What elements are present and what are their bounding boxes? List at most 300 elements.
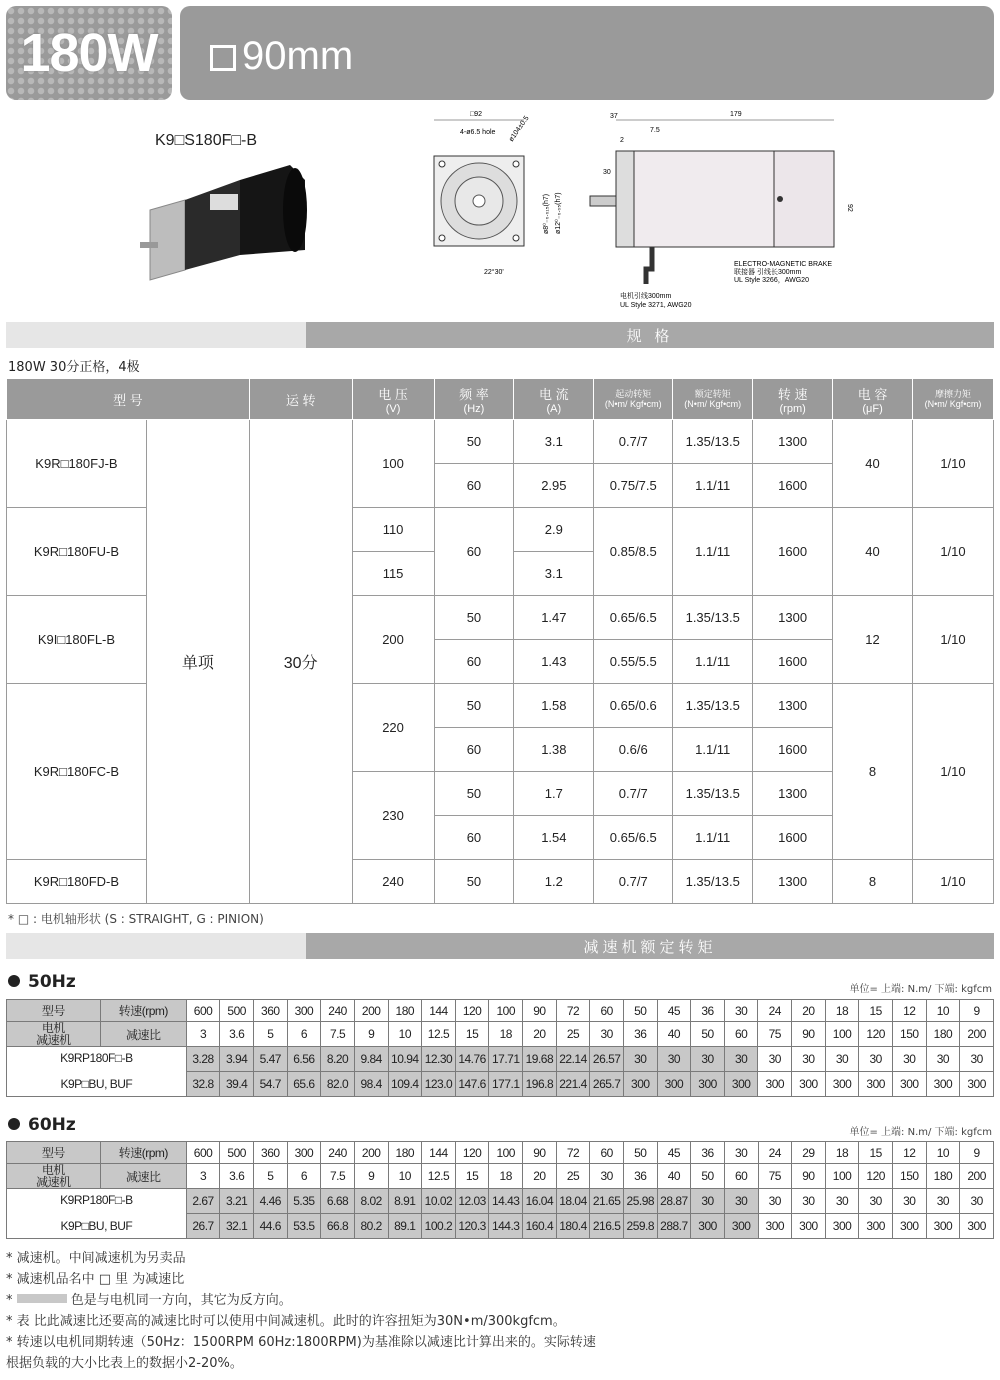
ratio-cell: 180 xyxy=(926,1164,960,1189)
torque-cell: 26.7 xyxy=(186,1214,220,1239)
torque-cell: 30 xyxy=(691,1047,725,1072)
torque-cell: 44.6 xyxy=(254,1214,288,1239)
spec-section-bar xyxy=(6,322,994,348)
cell: 1/10 xyxy=(912,508,993,596)
torque-cell: 32.1 xyxy=(220,1214,254,1239)
ratio-cell: 12.5 xyxy=(422,1164,456,1189)
hdr-type: 型 号 xyxy=(7,379,250,420)
torque-cell: 300 xyxy=(758,1214,792,1239)
note: * 色是与电机同一方向，其它为反方向。 xyxy=(6,1293,292,1308)
ratio-cell: 180 xyxy=(926,1022,960,1047)
cell: 1.7 xyxy=(514,772,594,816)
speed-cell: 240 xyxy=(321,1142,355,1164)
torque-cell: 14.76 xyxy=(455,1047,489,1072)
torque-cell: 6.56 xyxy=(287,1047,321,1072)
torque-cell: 30 xyxy=(657,1047,691,1072)
speed-cell: 36 xyxy=(691,1000,725,1022)
speed-cell: 60 xyxy=(590,1000,624,1022)
ratio-cell: 10 xyxy=(388,1164,422,1189)
torque-cell: 147.6 xyxy=(455,1072,489,1097)
hz50-title: 50Hz xyxy=(8,972,76,992)
cell: 60 xyxy=(434,464,514,508)
cell: 0.55/5.5 xyxy=(594,640,673,684)
ratio-cell: 9 xyxy=(354,1022,388,1047)
speed-cell: 90 xyxy=(523,1000,557,1022)
speed-cell: 360 xyxy=(254,1000,288,1022)
ratio-cell: 120 xyxy=(859,1022,893,1047)
phase-cell: 单项 xyxy=(146,420,249,904)
speed-cell: 50 xyxy=(623,1142,657,1164)
cell: 1.47 xyxy=(514,596,594,640)
speed-cell: 600 xyxy=(186,1000,220,1022)
cell: 1/10 xyxy=(912,860,993,904)
cell: 1.1/11 xyxy=(673,640,753,684)
torque-cell: 30 xyxy=(623,1047,657,1072)
frame-banner xyxy=(180,6,994,100)
ratio-cell: 7.5 xyxy=(321,1022,355,1047)
spec-caption: 180W 30分正格，4极 xyxy=(8,360,140,375)
torque-cell: 80.2 xyxy=(354,1214,388,1239)
speed-cell: 50 xyxy=(623,1000,657,1022)
cell: 1.35/13.5 xyxy=(673,420,753,464)
spec-section-title: 规 格 xyxy=(626,327,674,345)
torque-cell: 26.57 xyxy=(590,1047,624,1072)
torque-cell: 300 xyxy=(724,1214,758,1239)
torque-cell: 300 xyxy=(859,1072,893,1097)
speed-cell: 180 xyxy=(388,1142,422,1164)
cell: 50 xyxy=(434,420,514,464)
torque-cell: 30 xyxy=(893,1189,927,1214)
ratio-row xyxy=(7,1022,994,1047)
torque-cell: 300 xyxy=(960,1072,994,1097)
torque-cell: 300 xyxy=(892,1072,926,1097)
speed-cell: 30 xyxy=(724,1000,758,1022)
hdr-freq: 频 率 (Hz) xyxy=(434,379,514,420)
footnotes xyxy=(6,1248,596,1374)
torque-cell: 30 xyxy=(724,1047,758,1072)
svg-text:22°30': 22°30' xyxy=(484,269,504,276)
ratio-cell: 5 xyxy=(254,1022,288,1047)
torque-cell: 98.4 xyxy=(354,1072,388,1097)
speed-cell: 120 xyxy=(455,1142,489,1164)
cell: 2.9 xyxy=(514,508,594,552)
torque-cell: 30 xyxy=(691,1189,725,1214)
speed-cell: 100 xyxy=(489,1000,523,1022)
torque-cell: 300 xyxy=(691,1072,725,1097)
cell: 0.7/7 xyxy=(594,420,673,464)
torque-cell: 300 xyxy=(825,1072,859,1097)
cell: 1.35/13.5 xyxy=(673,684,753,728)
torque-cell: 30 xyxy=(825,1189,859,1214)
note: * 减速机。中间减速机为另卖品 xyxy=(6,1251,186,1266)
torque-cell: 89.1 xyxy=(388,1214,422,1239)
ratio-cell: 150 xyxy=(892,1022,926,1047)
product-model: K9□S180F□-B xyxy=(155,132,258,149)
cell: 0.7/7 xyxy=(594,772,673,816)
dimension-drawing xyxy=(420,104,880,314)
torque-cell: 30 xyxy=(859,1047,893,1072)
cell: 1300 xyxy=(753,860,833,904)
torque-cell: 288.7 xyxy=(657,1214,691,1239)
torque-cell: 14.43 xyxy=(489,1189,523,1214)
cell: 230 xyxy=(352,772,434,860)
unit-label: 单位= 上端: N.m/ 下端: kgfcm xyxy=(849,1127,992,1138)
torque-cell: 100.2 xyxy=(422,1214,456,1239)
torque-cell: 30 xyxy=(758,1189,792,1214)
cell: 1.35/13.5 xyxy=(673,772,753,816)
ratio-cell: 3 xyxy=(186,1164,220,1189)
speed-cell: 15 xyxy=(859,1142,893,1164)
hdr-motor-gear: 电机 减速机 xyxy=(7,1164,101,1189)
ratio-cell: 36 xyxy=(623,1164,657,1189)
cell: 1/10 xyxy=(912,420,993,508)
torque-cell: 300 xyxy=(926,1072,960,1097)
torque-cell: 300 xyxy=(792,1072,826,1097)
speed-cell: 18 xyxy=(825,1000,859,1022)
ratio-cell: 50 xyxy=(691,1022,725,1047)
gear-model: K9RP180F□-B K9P□BU, BUF xyxy=(7,1189,187,1239)
torque-cell: 5.35 xyxy=(287,1189,321,1214)
torque-cell: 3.21 xyxy=(220,1189,254,1214)
torque-cell: 30 xyxy=(758,1047,792,1072)
torque-cell: 300 xyxy=(893,1214,927,1239)
speed-cell: 20 xyxy=(792,1000,826,1022)
hdr-speed: 转速(rpm) xyxy=(100,1000,186,1022)
torque-cell: 66.8 xyxy=(321,1214,355,1239)
cell: 1.35/13.5 xyxy=(673,596,753,640)
cell: 0.75/7.5 xyxy=(594,464,673,508)
cell: 1600 xyxy=(753,816,833,860)
torque-cell: 17.71 xyxy=(489,1047,523,1072)
svg-text:ø8⁰₋₀.₀₁₅(h7): ø8⁰₋₀.₀₁₅(h7) xyxy=(543,193,550,234)
torque-cell: 300 xyxy=(859,1214,893,1239)
hdr-curr: 电 流 (A) xyxy=(514,379,594,420)
ratio-cell: 6 xyxy=(287,1022,321,1047)
svg-text:37: 37 xyxy=(610,113,618,120)
cell: 0.85/8.5 xyxy=(594,508,673,596)
speed-cell: 45 xyxy=(657,1000,691,1022)
hdr-model: 型号 xyxy=(7,1142,101,1164)
cell: 1.35/13.5 xyxy=(673,860,753,904)
cell: 1600 xyxy=(753,728,833,772)
torque-cell: 300 xyxy=(623,1072,657,1097)
hdr-volt: 电 压 (V) xyxy=(352,379,434,420)
bullet-icon xyxy=(8,975,20,987)
ratio-cell: 30 xyxy=(590,1022,624,1047)
speed-cell: 18 xyxy=(825,1142,859,1164)
hdr-rated: 额定转矩 (N•m/ Kgf•cm) xyxy=(673,379,753,420)
ratio-cell: 150 xyxy=(893,1164,927,1189)
run-cell: 30分 xyxy=(249,420,352,904)
cell: 115 xyxy=(352,552,434,596)
cell: 12 xyxy=(833,596,913,684)
cell: 1/10 xyxy=(912,684,993,860)
torque-cell: 9.84 xyxy=(354,1047,388,1072)
cell: 200 xyxy=(352,596,434,684)
torque-cell: 8.20 xyxy=(321,1047,355,1072)
cell: 8 xyxy=(833,684,913,860)
torque-cell: 25.98 xyxy=(623,1189,657,1214)
ratio-cell: 12.5 xyxy=(422,1022,456,1047)
svg-text:179: 179 xyxy=(730,111,742,118)
cell: 60 xyxy=(434,816,514,860)
svg-text:92: 92 xyxy=(846,204,853,212)
torque-cell: 22.14 xyxy=(556,1047,590,1072)
speed-cell: 72 xyxy=(556,1000,590,1022)
svg-text:2: 2 xyxy=(620,137,624,144)
ratio-cell: 100 xyxy=(825,1022,859,1047)
speed-cell: 300 xyxy=(287,1000,321,1022)
torque-cell: 196.8 xyxy=(523,1072,557,1097)
model-cell: K9R□180FD-B xyxy=(7,860,147,904)
cell: 0.6/6 xyxy=(594,728,673,772)
torque-cell: 2.67 xyxy=(186,1189,220,1214)
torque-cell: 10.94 xyxy=(388,1047,422,1072)
torque-cell: 3.28 xyxy=(186,1047,220,1072)
ratio-cell: 200 xyxy=(960,1022,994,1047)
torque-cell: 8.02 xyxy=(354,1189,388,1214)
speed-cell: 24 xyxy=(758,1000,792,1022)
torque-cell: 144.3 xyxy=(489,1214,523,1239)
power-badge xyxy=(6,6,172,100)
torque-cell: 12.30 xyxy=(422,1047,456,1072)
speed-cell: 90 xyxy=(523,1142,557,1164)
torque-cell: 6.68 xyxy=(321,1189,355,1214)
hdr-start: 起动转矩 (N•m/ Kgf•cm) xyxy=(594,379,673,420)
spec-header-row xyxy=(7,379,994,420)
speed-cell: 60 xyxy=(590,1142,624,1164)
spec-table xyxy=(6,378,994,904)
ratio-cell: 15 xyxy=(455,1022,489,1047)
bullet-icon xyxy=(8,1118,20,1130)
torque-cell: 109.4 xyxy=(388,1072,422,1097)
cell: 1.1/11 xyxy=(673,816,753,860)
ratio-cell: 40 xyxy=(657,1022,691,1047)
cell: 50 xyxy=(434,684,514,728)
table-row xyxy=(7,420,994,464)
torque-cell: 300 xyxy=(758,1072,792,1097)
torque-cell: 300 xyxy=(724,1072,758,1097)
svg-text:UL Style 3266，AWG20: UL Style 3266，AWG20 xyxy=(734,277,809,284)
speed-cell: 120 xyxy=(455,1000,489,1022)
cell: 50 xyxy=(434,860,514,904)
cell: 0.65/0.6 xyxy=(594,684,673,728)
unit-label: 单位= 上端: N.m/ 下端: kgfcm xyxy=(849,984,992,995)
svg-text:30: 30 xyxy=(603,169,611,176)
hdr-ratio: 减速比 xyxy=(100,1164,186,1189)
hdr-cap: 电 容 (μF) xyxy=(833,379,913,420)
torque-cell: 82.0 xyxy=(321,1072,355,1097)
ratio-cell: 3.6 xyxy=(220,1164,254,1189)
torque-cell: 32.8 xyxy=(186,1072,220,1097)
cell: 240 xyxy=(352,860,434,904)
note: 根据负载的大小比表上的数据小2-20%。 xyxy=(6,1356,243,1371)
frame-label: 90mm xyxy=(210,34,353,79)
cell: 0.65/6.5 xyxy=(594,816,673,860)
torque-cell: 300 xyxy=(691,1214,725,1239)
torque-row-top xyxy=(7,1047,994,1072)
torque-cell: 4.46 xyxy=(254,1189,288,1214)
torque-cell: 3.94 xyxy=(220,1047,254,1072)
cell: 60 xyxy=(434,728,514,772)
ratio-cell: 90 xyxy=(792,1164,826,1189)
cell: 0.65/6.5 xyxy=(594,596,673,640)
hdr-run: 运 转 xyxy=(249,379,352,420)
torque-cell: 265.7 xyxy=(590,1072,624,1097)
svg-text:ø104±0.5: ø104±0.5 xyxy=(507,114,531,144)
cell: 1.1/11 xyxy=(673,728,753,772)
torque-cell: 65.6 xyxy=(287,1072,321,1097)
gear-section-bar xyxy=(6,933,994,959)
gear-section-title: 减速机额定转矩 xyxy=(583,938,717,956)
cell: 1600 xyxy=(753,508,833,596)
speed-cell: 12 xyxy=(893,1142,927,1164)
speed-cell: 15 xyxy=(859,1000,893,1022)
ratio-cell: 50 xyxy=(691,1164,725,1189)
speed-row xyxy=(7,1000,994,1022)
model-cell: K9R□180FC-B xyxy=(7,684,147,860)
speed-row xyxy=(7,1142,994,1164)
torque-cell: 5.47 xyxy=(254,1047,288,1072)
torque-cell: 123.0 xyxy=(422,1072,456,1097)
ratio-cell: 60 xyxy=(724,1164,758,1189)
gear-table-60hz xyxy=(6,1141,994,1239)
hdr-motor-gear: 电机 减速机 xyxy=(7,1022,101,1047)
cell: 110 xyxy=(352,508,434,552)
torque-cell: 30 xyxy=(792,1189,826,1214)
torque-cell: 30 xyxy=(926,1047,960,1072)
shade-swatch xyxy=(17,1294,67,1303)
speed-cell: 600 xyxy=(186,1142,220,1164)
speed-cell: 10 xyxy=(926,1142,960,1164)
ratio-cell: 25 xyxy=(556,1164,590,1189)
cell: 1300 xyxy=(753,772,833,816)
torque-cell: 53.5 xyxy=(287,1214,321,1239)
speed-cell: 360 xyxy=(254,1142,288,1164)
torque-cell: 300 xyxy=(825,1214,859,1239)
ratio-cell: 200 xyxy=(960,1164,994,1189)
cell: 100 xyxy=(352,420,434,508)
speed-cell: 300 xyxy=(287,1142,321,1164)
svg-text:7.5: 7.5 xyxy=(650,127,660,134)
torque-cell: 8.91 xyxy=(388,1189,422,1214)
torque-cell: 21.65 xyxy=(590,1189,624,1214)
cell: 8 xyxy=(833,860,913,904)
power-label: 180W xyxy=(20,23,158,83)
cell: 1/10 xyxy=(912,596,993,684)
torque-cell: 30 xyxy=(724,1189,758,1214)
speed-cell: 36 xyxy=(691,1142,725,1164)
ratio-cell: 9 xyxy=(354,1164,388,1189)
cell: 1600 xyxy=(753,464,833,508)
cell: 1600 xyxy=(753,640,833,684)
speed-cell: 24 xyxy=(758,1142,792,1164)
hdr-fric: 摩擦力矩 (N•m/ Kgf•cm) xyxy=(912,379,993,420)
ratio-cell: 10 xyxy=(388,1022,422,1047)
speed-cell: 144 xyxy=(422,1142,456,1164)
ratio-cell: 30 xyxy=(590,1164,624,1189)
cell: 1.2 xyxy=(514,860,594,904)
speed-cell: 100 xyxy=(489,1142,523,1164)
cell: 1300 xyxy=(753,420,833,464)
svg-text:电机引线300mm: 电机引线300mm xyxy=(620,293,672,300)
cell: 3.1 xyxy=(514,420,594,464)
hdr-ratio: 减速比 xyxy=(100,1022,186,1047)
cell: 50 xyxy=(434,772,514,816)
speed-cell: 30 xyxy=(724,1142,758,1164)
torque-cell: 19.68 xyxy=(523,1047,557,1072)
ratio-cell: 5 xyxy=(254,1164,288,1189)
ratio-cell: 20 xyxy=(523,1164,557,1189)
ratio-cell: 6 xyxy=(287,1164,321,1189)
torque-cell: 221.4 xyxy=(556,1072,590,1097)
torque-cell: 300 xyxy=(926,1214,960,1239)
ratio-cell: 7.5 xyxy=(321,1164,355,1189)
speed-cell: 10 xyxy=(926,1000,960,1022)
hdr-speed: 转速(rpm) xyxy=(100,1142,186,1164)
torque-cell: 300 xyxy=(792,1214,826,1239)
speed-cell: 500 xyxy=(220,1142,254,1164)
ratio-cell: 3 xyxy=(186,1022,220,1047)
speed-cell: 180 xyxy=(388,1000,422,1022)
svg-text:UL Style 3271, AWG20: UL Style 3271, AWG20 xyxy=(620,302,692,309)
torque-cell: 30 xyxy=(960,1189,994,1214)
ratio-cell: 100 xyxy=(825,1164,859,1189)
torque-cell: 300 xyxy=(960,1214,994,1239)
note: * 减速机品名中 □ 里 为减速比 xyxy=(6,1272,185,1287)
torque-cell: 28.87 xyxy=(657,1189,691,1214)
square-icon xyxy=(210,45,236,71)
note: * 表 比此减速比还要高的减速比时可以使用中间减速机。此时的许容扭矩为30N•m/300kgfcm。 xyxy=(6,1314,566,1329)
ratio-row xyxy=(7,1164,994,1189)
cell: 220 xyxy=(352,684,434,772)
torque-cell: 216.5 xyxy=(590,1214,624,1239)
torque-cell: 180.4 xyxy=(556,1214,590,1239)
gear-table-50hz xyxy=(6,999,994,1097)
ratio-cell: 120 xyxy=(859,1164,893,1189)
model-cell: K9R□180FU-B xyxy=(7,508,147,596)
torque-cell: 30 xyxy=(792,1047,826,1072)
cell: 1.54 xyxy=(514,816,594,860)
speed-cell: 12 xyxy=(892,1000,926,1022)
hdr-model: 型号 xyxy=(7,1000,101,1022)
cell: 2.95 xyxy=(514,464,594,508)
torque-cell: 30 xyxy=(960,1047,994,1072)
torque-cell: 30 xyxy=(926,1189,960,1214)
torque-cell: 54.7 xyxy=(254,1072,288,1097)
torque-cell: 160.4 xyxy=(523,1214,557,1239)
ratio-cell: 25 xyxy=(556,1022,590,1047)
cell: 1300 xyxy=(753,596,833,640)
torque-cell: 16.04 xyxy=(523,1189,557,1214)
cell: 1.1/11 xyxy=(673,464,753,508)
ratio-cell: 40 xyxy=(657,1164,691,1189)
speed-cell: 240 xyxy=(321,1000,355,1022)
torque-cell: 177.1 xyxy=(489,1072,523,1097)
speed-cell: 200 xyxy=(354,1142,388,1164)
model-cell: K9R□180FJ-B xyxy=(7,420,147,508)
cell: 50 xyxy=(434,596,514,640)
model-cell: K9I□180FL-B xyxy=(7,596,147,684)
torque-cell: 30 xyxy=(859,1189,893,1214)
speed-cell: 144 xyxy=(422,1000,456,1022)
cell: 40 xyxy=(833,420,913,508)
cell: 60 xyxy=(434,508,514,596)
cell: 1.38 xyxy=(514,728,594,772)
svg-text:4-ø6.5 hole: 4-ø6.5 hole xyxy=(460,129,496,136)
svg-text:□92: □92 xyxy=(470,111,483,118)
shaft-note: * □ : 电机轴形状 (S : STRAIGHT, G : PINION) xyxy=(8,912,264,926)
